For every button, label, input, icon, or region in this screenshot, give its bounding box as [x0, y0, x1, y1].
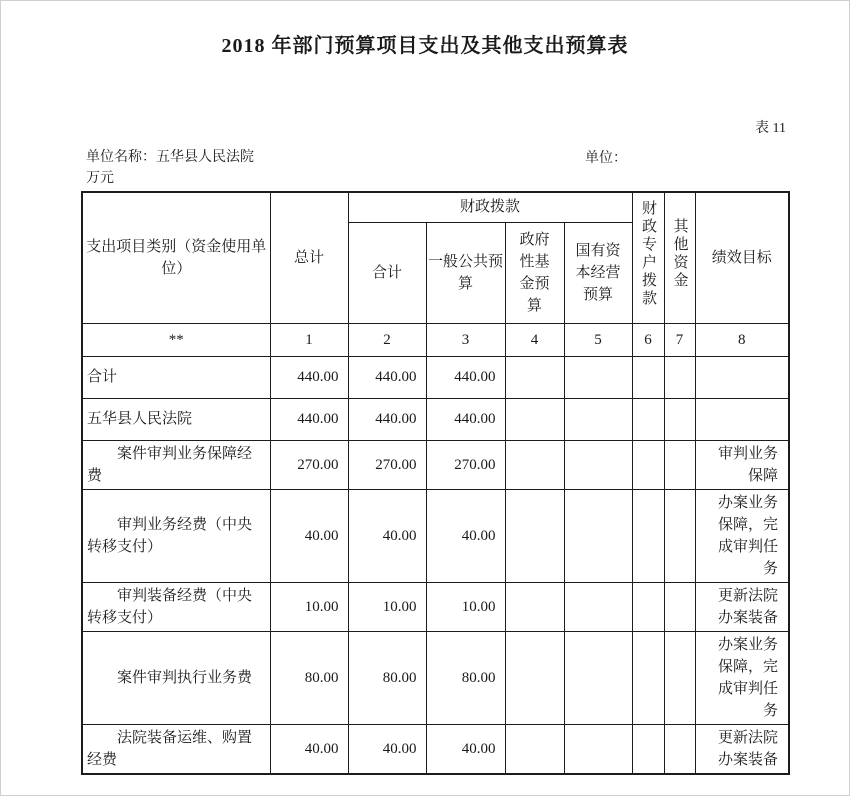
index-cell: ** — [82, 323, 270, 356]
cell-subtotal: 40.00 — [348, 724, 426, 774]
cell-total: 80.00 — [270, 631, 348, 724]
page-title: 2018 年部门预算项目支出及其他支出预算表 — [221, 35, 629, 57]
cell-special — [632, 398, 664, 440]
header-row-1 — [82, 192, 789, 222]
cell-general: 440.00 — [426, 398, 505, 440]
unit-label: 单位： — [585, 151, 627, 166]
table-number: 表 11 — [755, 121, 786, 136]
table-row — [82, 582, 789, 631]
table-row — [82, 398, 789, 440]
cell-target: 办案业务保障，完成审判任务 — [695, 489, 789, 582]
cell-target: 办案业务保障，完成审判任务 — [695, 631, 789, 724]
header-category: 支出项目类别（资金使用单位） — [82, 192, 270, 323]
cell-total: 440.00 — [270, 398, 348, 440]
cell-gov-fund — [505, 356, 564, 398]
table-row — [82, 356, 789, 398]
index-cell: 7 — [664, 323, 695, 356]
header-fiscal-group: 财政拨款 — [348, 192, 632, 222]
cell-subtotal: 40.00 — [348, 489, 426, 582]
header-general-public: 一般公共预算 — [426, 222, 505, 323]
index-cell: 4 — [505, 323, 564, 356]
cell-special — [632, 724, 664, 774]
index-cell: 5 — [564, 323, 632, 356]
cell-special — [632, 440, 664, 489]
cell-target — [695, 356, 789, 398]
cell-general: 40.00 — [426, 489, 505, 582]
unit-name-label: 单位名称：五华县人民法院 — [86, 150, 254, 165]
header-special-account — [632, 192, 664, 323]
cell-general: 40.00 — [426, 724, 505, 774]
cell-special — [632, 582, 664, 631]
cell-state-capital — [564, 398, 632, 440]
cell-general: 270.00 — [426, 440, 505, 489]
index-cell: 3 — [426, 323, 505, 356]
header-other-funds-text: 其他资金 — [671, 218, 688, 291]
cell-general: 80.00 — [426, 631, 505, 724]
cell-state-capital — [564, 489, 632, 582]
header-total: 总计 — [270, 192, 348, 323]
cell-other — [664, 440, 695, 489]
cell-gov-fund — [505, 724, 564, 774]
budget-table — [81, 191, 790, 775]
index-row — [82, 323, 789, 356]
index-cell: 8 — [695, 323, 789, 356]
cell-other — [664, 631, 695, 724]
cell-special — [632, 356, 664, 398]
cell-gov-fund — [505, 489, 564, 582]
cell-special — [632, 489, 664, 582]
cell-state-capital — [564, 440, 632, 489]
cell-subtotal: 270.00 — [348, 440, 426, 489]
cell-subtotal: 440.00 — [348, 356, 426, 398]
cell-general: 440.00 — [426, 356, 505, 398]
cell-target: 更新法院办案装备 — [695, 582, 789, 631]
index-cell: 2 — [348, 323, 426, 356]
row-label: 审判装备经费（中央转移支付） — [82, 582, 270, 631]
row-label: 案件审判业务保障经费 — [82, 440, 270, 489]
cell-gov-fund — [505, 398, 564, 440]
cell-subtotal: 440.00 — [348, 398, 426, 440]
header-state-capital: 国有资本经营预算 — [564, 222, 632, 323]
unit-scale-label: 万元 — [86, 171, 114, 186]
header-special-account-text: 财政专户拨款 — [640, 200, 657, 309]
cell-gov-fund — [505, 631, 564, 724]
table-row — [82, 631, 789, 724]
cell-total: 440.00 — [270, 356, 348, 398]
cell-total: 40.00 — [270, 489, 348, 582]
row-label: 法院装备运维、购置经费 — [82, 724, 270, 774]
cell-total: 40.00 — [270, 724, 348, 774]
cell-state-capital — [564, 631, 632, 724]
header-gov-fund: 政府性基金预算 — [505, 222, 564, 323]
cell-state-capital — [564, 582, 632, 631]
cell-special — [632, 631, 664, 724]
cell-other — [664, 398, 695, 440]
cell-other — [664, 582, 695, 631]
cell-other — [664, 356, 695, 398]
cell-general: 10.00 — [426, 582, 505, 631]
row-label: 五华县人民法院 — [82, 398, 270, 440]
cell-total: 10.00 — [270, 582, 348, 631]
table-row — [82, 440, 789, 489]
cell-state-capital — [564, 724, 632, 774]
table-row — [82, 724, 789, 774]
header-performance: 绩效目标 — [695, 192, 789, 323]
cell-gov-fund — [505, 440, 564, 489]
index-cell: 1 — [270, 323, 348, 356]
cell-subtotal: 10.00 — [348, 582, 426, 631]
cell-target: 审判业务保障 — [695, 440, 789, 489]
header-other-funds — [664, 192, 695, 323]
row-label: 审判业务经费（中央转移支付） — [82, 489, 270, 582]
cell-total: 270.00 — [270, 440, 348, 489]
cell-other — [664, 489, 695, 582]
cell-state-capital — [564, 356, 632, 398]
table-row — [82, 489, 789, 582]
row-label: 合计 — [82, 356, 270, 398]
row-label: 案件审判执行业务费 — [82, 631, 270, 724]
cell-target — [695, 398, 789, 440]
header-subtotal: 合计 — [348, 222, 426, 323]
cell-gov-fund — [505, 582, 564, 631]
cell-target: 更新法院办案装备 — [695, 724, 789, 774]
index-cell: 6 — [632, 323, 664, 356]
cell-subtotal: 80.00 — [348, 631, 426, 724]
cell-other — [664, 724, 695, 774]
